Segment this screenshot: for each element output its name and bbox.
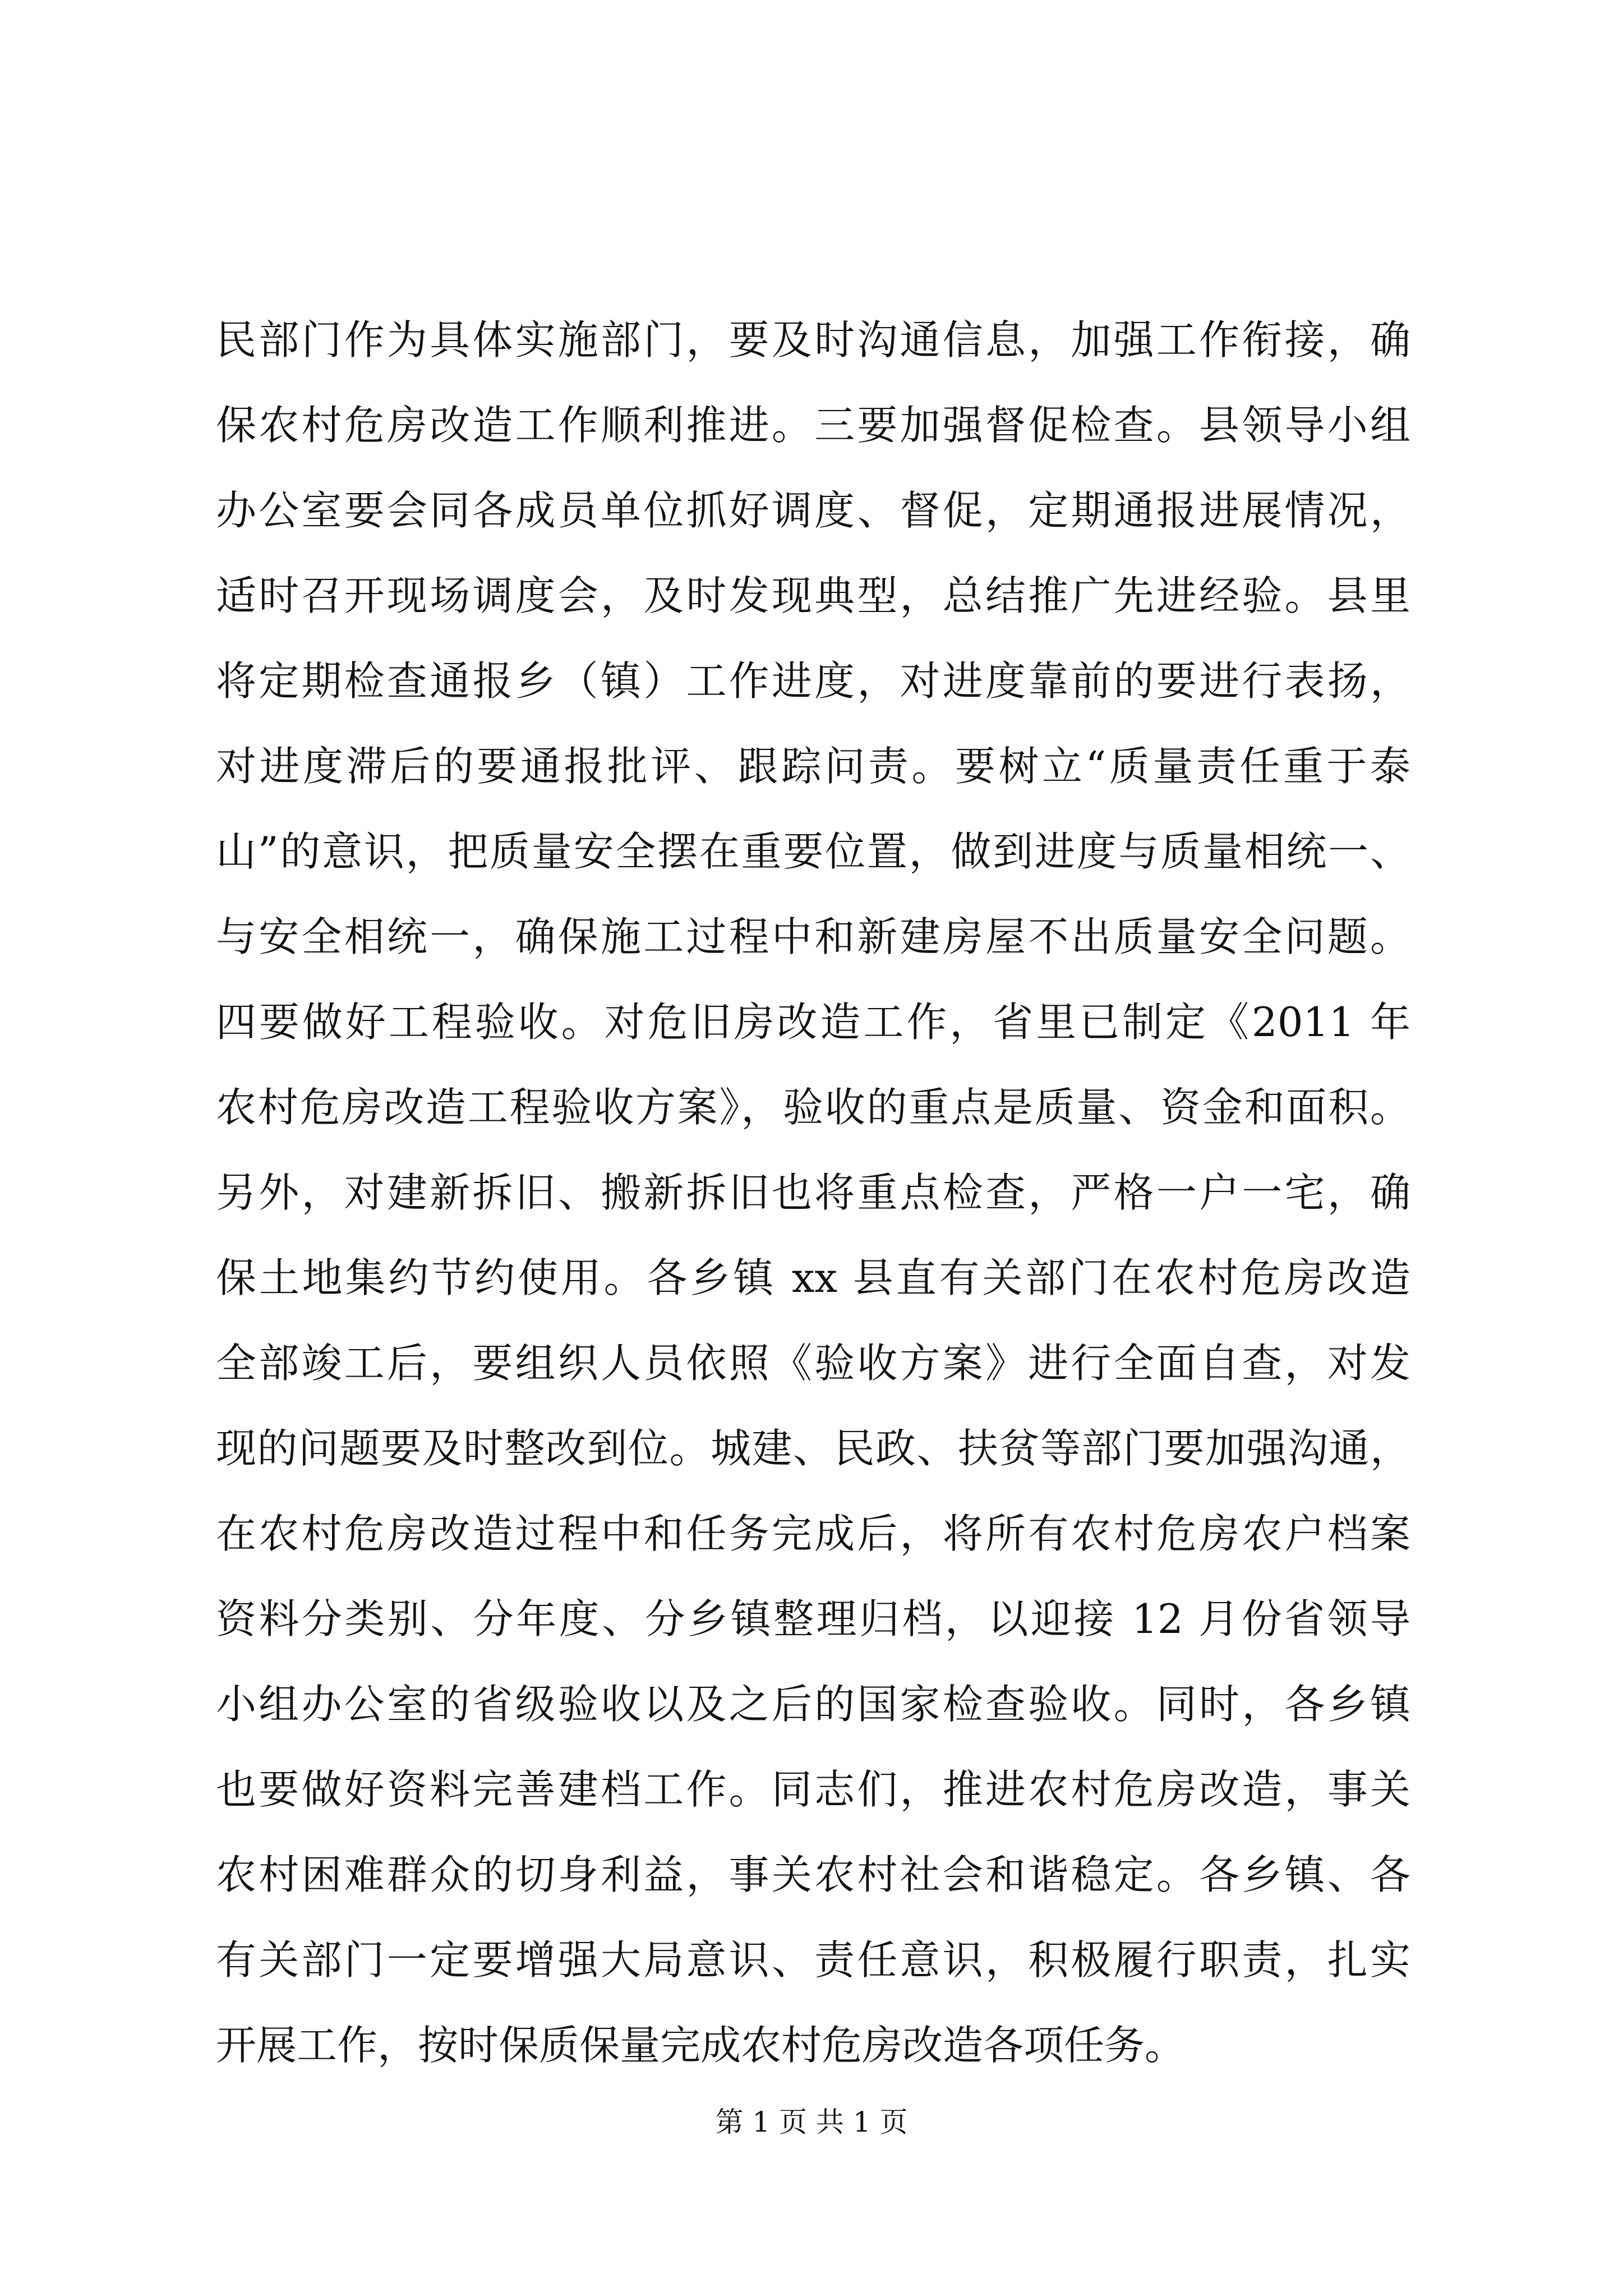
body-line: 四要做好工程验收。对危旧房改造工作，省里已制定《2011 年: [216, 999, 1410, 1046]
body-text: [216, 297, 1410, 2088]
body-line: 农村危房改造工程验收方案》，验收的重点是质量、资金和面积。: [216, 1084, 1410, 1131]
body-line: 山”的意识，把质量安全摆在重要位置，做到进度与质量相统一、: [216, 828, 1410, 875]
body-line: 另外，对建新拆旧、搬新拆旧也将重点检查，严格一户一宅，确: [216, 1169, 1410, 1216]
body-line: 保农村危房改造工作顺利推进。三要加强督促检查。县领导小组: [216, 402, 1410, 449]
body-line: 全部竣工后，要组织人员依照《验收方案》进行全面自查，对发: [216, 1340, 1410, 1387]
body-line: 农村困难群众的切身利益，事关农村社会和谐稳定。各乡镇、各: [216, 1851, 1410, 1898]
body-line: 保土地集约节约使用。各乡镇 xx 县直有关部门在农村危房改造: [216, 1254, 1410, 1301]
body-line: 也要做好资料完善建档工作。同志们，推进农村危房改造，事关: [216, 1766, 1410, 1813]
body-line: 资料分类别、分年度、分乡镇整理归档，以迎接 12 月份省领导: [216, 1595, 1410, 1642]
body-line: 与安全相统一，确保施工过程中和新建房屋不出质量安全问题。: [216, 913, 1410, 960]
body-line: 开展工作，按时保质保量完成农村危房改造各项任务。: [216, 2022, 1186, 2069]
body-line: 对进度滞后的要通报批评、跟踪问责。要树立“质量责任重于泰: [216, 743, 1410, 790]
body-line: 有关部门一定要增强大局意识、责任意识，积极履行职责，扎实: [216, 1936, 1410, 1984]
body-line: 办公室要会同各成员单位抓好调度、督促，定期通报进展情况，: [216, 487, 1410, 534]
body-line: 现的问题要及时整改到位。城建、民政、扶贫等部门要加强沟通，: [216, 1425, 1410, 1472]
body-line: 将定期检查通报乡（镇）工作进度，对进度靠前的要进行表扬，: [216, 657, 1410, 705]
page-footer: [0, 2102, 1623, 2142]
body-line: 适时召开现场调度会，及时发现典型，总结推广先进经验。县里: [216, 572, 1410, 619]
page-number-label: 第 1 页 共 1 页: [715, 2106, 908, 2138]
body-line: 民部门作为具体实施部门，要及时沟通信息，加强工作衔接，确: [216, 316, 1410, 364]
body-line: 小组办公室的省级验收以及之后的国家检查验收。同时，各乡镇: [216, 1681, 1410, 1728]
body-line: 在农村危房改造过程中和任务完成后，将所有农村危房农户档案: [216, 1510, 1410, 1557]
